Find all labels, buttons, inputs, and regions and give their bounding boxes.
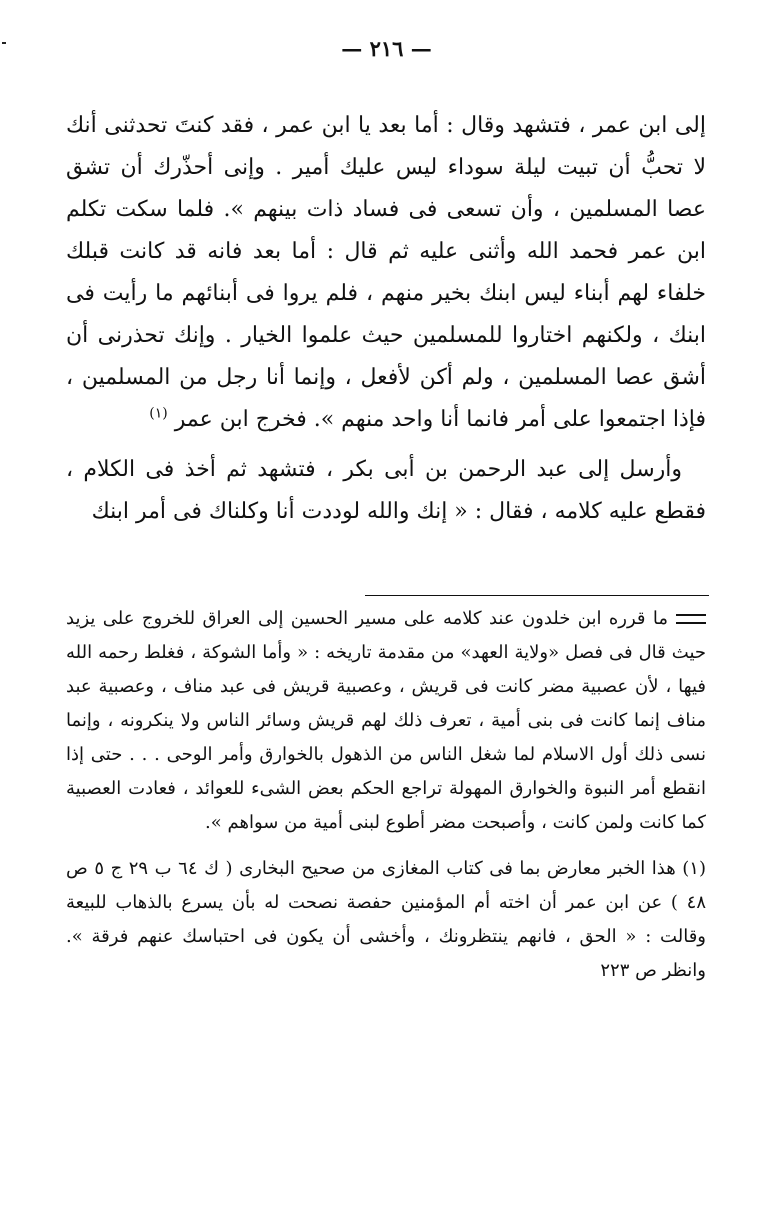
continued-footnote-text: ما قرره ابن خلدون عند كلامه على مسير الحسين إلى العراق للخروج على يزيد حيث قال فى فصل «ولاية العهد» من مقدمة تاريخه : « وأما الشوكة ، فغلط رحمه الله فيها ، لأن عصبية مضر كانت فى قريش ، وعصبية قريش فى عبد مناف ، وعصبية عبد مناف إنما كانت فى بنى أمية ، تعرف ذلك لهم قريش وسائر الناس ولا ينكرونه ، وإنما نسى ذلك أول الاسلام لما شغل الناس من الذهول بالخوارق وأمر الوحى . . . حتى إذا انقطع أمر النبوة والخوارق المهولة تراجع الحكم بعض الشىء للعوائد ، فعادت العصبية كما كانت ولمن كانت ، وأصبحت مضر أطوع لبنى أمية من سواهم ».: [66, 608, 706, 833]
continued-footnote: [66, 602, 706, 840]
page-number: — ٢١٦ —: [341, 36, 432, 61]
main-paragraph: [66, 105, 706, 441]
main-paragraph-text: إلى ابن عمر ، فتشهد وقال : أما بعد يا ابن عمر ، فقد كنتَ تحدثنى أنك لا تحبُّ أن تبيت ليلة سوداء ليس عليك أمير . وإنى أحذّرك أن تشق عصا المسلمين ، وأن تسعى فى فساد ذات بينهم ». فلما سكت تكلم ابن عمر فحمد الله وأثنى عليه ثم قال : أما بعد فانه قد كانت قبلك خلفاء لهم أبناء ليس ابنك بخير منهم ، فلم يروا فى أبنائهم ما رأيت فى ابنك ، ولكنهم اختاروا للمسلمين حيث علموا الخيار . وإنك تحذرنى أن أشق عصا المسلمين ، ولم أكن لأفعل ، وإنما أنا رجل من المسلمين ، فإذا اجتمعوا على أمر فانما أنا واحد منهم ». فخرج ابن عمر: [66, 113, 706, 432]
main-text: [66, 105, 706, 541]
footnote-reference: (١): [149, 405, 168, 422]
footnotes-section: [66, 602, 706, 988]
main-paragraph-2: وأرسل إلى عبد الرحمن بن أبى بكر ، فتشهد ثم أخذ فى الكلام ، فقطع عليه كلامه ، فقال : « إنك والله لوددت أنا وكلناك فى أمر ابنك: [66, 457, 706, 524]
footnote-1: (١) هذا الخبر معارض بما فى كتاب المغازى من صحيح البخارى ( ك ٦٤ ب ٢٩ ج ٥ ص ٤٨ ) عن ابن عمر أن اخته أم المؤمنين حفصة نصحت له بأن يسرع بالذهاب للبيعة وقالت : « الحق ، فانهم ينتظرونك ، وأخشى أن يكون فى احتباسك عنهم فرقة ». وانظر ص ٢٢٣: [66, 858, 706, 981]
continuation-dash-mark: [676, 614, 706, 624]
footnote-separator: [365, 595, 709, 596]
